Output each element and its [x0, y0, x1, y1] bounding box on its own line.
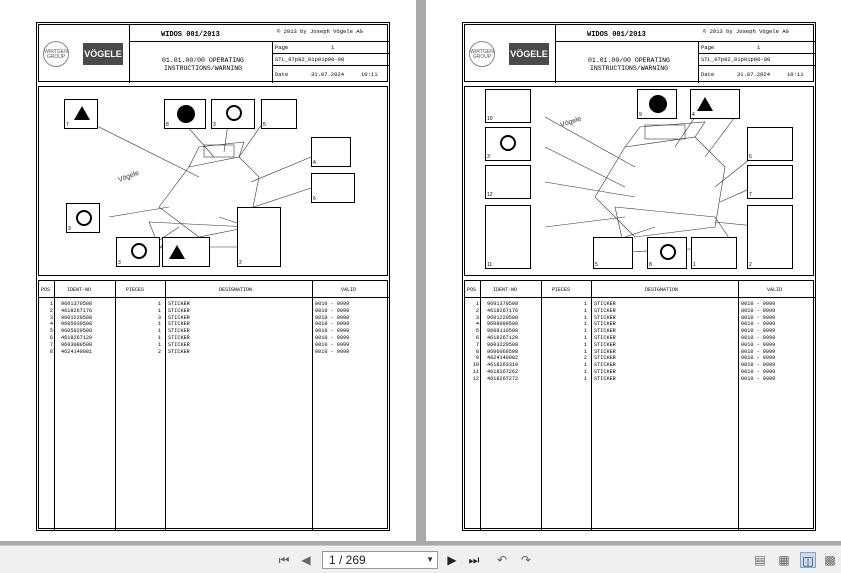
col-pieces: PIECES: [552, 287, 571, 293]
doc-title: WIDOS 001/2013: [161, 31, 220, 39]
col-designation: DESIGNATION: [219, 287, 253, 293]
parts-table: [38, 280, 388, 529]
cell-designation: STICKER: [594, 362, 616, 369]
wirtgen-logo: WIRTGEN GROUP: [43, 41, 69, 67]
sticker-callout-7: 7: [747, 165, 793, 199]
cell-designation: STICKER: [168, 348, 190, 355]
sticker-callout-4: 4: [690, 89, 740, 119]
cell-designation: STICKER: [168, 307, 190, 314]
cell-valid: 0010 - 9999: [315, 328, 350, 335]
sticker-callout-6: 6: [747, 127, 793, 161]
page-label: Page: [701, 44, 715, 51]
col-valid: VALID: [341, 287, 357, 293]
cell-ident: 9601220508: [487, 314, 519, 321]
cell-valid: 0010 - 9999: [741, 362, 776, 369]
cell-ident: 9605020508: [61, 328, 93, 335]
pdf-page-right: [426, 0, 841, 541]
vogele-logo: VÖGELE: [509, 43, 549, 65]
col-ident: IDENT-NO: [67, 287, 92, 293]
cell-designation: STICKER: [594, 369, 616, 375]
parts-table: [464, 280, 814, 529]
single-page-view-icon[interactable]: ▤: [754, 553, 766, 567]
cell-valid: 0010 - 9999: [741, 355, 776, 362]
copyright: © 2013 by Joseph Vögele AG: [703, 28, 789, 35]
sticker-callout-3: 3: [485, 127, 531, 161]
cell-ident: 4618267120: [487, 335, 519, 341]
cell-designation: STICKER: [168, 314, 190, 321]
doc-code: STL_07p82_01p01p00-00: [701, 56, 771, 63]
cell-pieces: 1: [157, 301, 161, 307]
col-designation: DESIGNATION: [645, 287, 679, 293]
section-title: 01.01.00/00 OPERATING INSTRUCTIONS/WARNING: [162, 57, 244, 72]
cell-ident: 9601370508: [487, 301, 519, 307]
cell-designation: STICKER: [594, 348, 616, 355]
cell-valid: 0010 - 9999: [741, 375, 776, 382]
cell-pos: 8: [49, 348, 53, 355]
exploded-drawing: [38, 86, 388, 276]
cell-pos: 12: [472, 375, 479, 382]
sticker-callout-10: 10: [485, 89, 531, 123]
svg-text:Vögele: Vögele: [559, 115, 583, 129]
cell-designation: STICKER: [594, 301, 616, 307]
time-value: 10:11: [361, 71, 378, 78]
cell-pos: 7: [49, 341, 53, 348]
cell-pieces: 1: [583, 301, 587, 307]
cell-designation: STICKER: [594, 307, 616, 314]
cell-pieces: 2: [157, 348, 161, 355]
cell-pieces: 1: [157, 328, 161, 335]
cell-designation: STICKER: [594, 355, 616, 362]
cell-pieces: 1: [583, 341, 587, 348]
sticker-callout-1: 1: [691, 237, 737, 269]
continuous-view-icon[interactable]: ▦: [778, 553, 790, 567]
date-value: 31.07.2024: [311, 71, 345, 78]
cell-pieces: 2: [583, 355, 587, 362]
cell-pieces: 1: [157, 307, 161, 314]
cell-pos: 6: [475, 335, 479, 341]
cell-valid: 0010 - 9999: [315, 321, 350, 328]
next-page-icon[interactable]: ▶: [447, 553, 457, 567]
cell-pos: 8: [475, 348, 479, 355]
sticker-callout-11: 11: [485, 205, 531, 269]
page-number: 1: [757, 44, 761, 51]
col-pos: POS: [467, 287, 477, 293]
cell-ident: 9601370508: [61, 301, 93, 307]
cell-ident: 9608110508: [487, 328, 519, 335]
cell-pos: 1: [49, 301, 53, 307]
cell-valid: 0010 - 9999: [315, 335, 350, 341]
cell-valid: 0010 - 9999: [315, 314, 350, 321]
cell-ident: 4618267272: [487, 375, 519, 382]
cell-valid: 0010 - 9999: [741, 369, 776, 375]
page-number: 1: [331, 44, 335, 51]
cell-valid: 0010 - 9999: [741, 307, 776, 314]
sticker-callout-4: 4: [311, 137, 351, 167]
cell-pieces: 1: [583, 321, 587, 328]
cell-valid: 0010 - 9999: [741, 321, 776, 328]
sticker-callout-9: 9: [637, 89, 677, 119]
sticker-callout-3c: 3: [116, 237, 160, 267]
cell-ident: 4618267120: [61, 335, 93, 341]
cell-designation: STICKER: [168, 335, 190, 341]
two-page-view-icon[interactable]: ◫: [800, 552, 816, 568]
section-title: 01.01.00/00 OPERATING INSTRUCTIONS/WARNING: [588, 57, 670, 72]
cell-pos: 4: [49, 321, 53, 328]
page-header: [464, 24, 814, 82]
col-valid: VALID: [767, 287, 783, 293]
doc-title: WIDOS 001/2013: [587, 31, 646, 39]
sticker-callout-3b: 3: [66, 203, 100, 233]
cell-designation: STICKER: [594, 328, 616, 335]
vogele-logo: VÖGELE: [83, 43, 123, 65]
cell-pieces: 3: [157, 314, 161, 321]
pdf-page-left: [0, 0, 416, 541]
cell-ident: 9605030508: [61, 321, 93, 328]
two-page-continuous-icon[interactable]: ▩: [824, 553, 836, 567]
col-pieces: PIECES: [126, 287, 145, 293]
sticker-callout-6: 6: [311, 173, 355, 203]
cell-valid: 0010 - 9999: [741, 335, 776, 341]
cell-ident: 4618267176: [487, 307, 519, 314]
cell-pieces: 1: [583, 348, 587, 355]
cell-valid: 0010 - 9999: [741, 328, 776, 335]
sticker-callout-12: 12: [485, 165, 531, 199]
cell-pieces: 1: [157, 341, 161, 348]
cell-designation: STICKER: [168, 301, 190, 307]
cell-ident: 4618263310: [487, 362, 519, 369]
cell-valid: 0010 - 9999: [741, 301, 776, 307]
cell-pieces: 1: [583, 369, 587, 375]
cell-designation: STICKER: [594, 321, 616, 328]
cell-designation: STICKER: [168, 321, 190, 328]
cell-valid: 0010 - 9999: [315, 307, 350, 314]
cell-designation: STICKER: [594, 314, 616, 321]
sticker-callout-2: 2: [747, 205, 793, 269]
cell-pieces: 1: [583, 375, 587, 382]
sticker-callout-2: 2: [237, 207, 281, 267]
cell-pieces: 1: [583, 314, 587, 321]
page-header: [38, 24, 388, 82]
cell-pos: 5: [475, 328, 479, 335]
cell-pieces: 1: [583, 328, 587, 335]
date-label: Date: [701, 71, 715, 78]
cell-pos: 2: [475, 307, 479, 314]
cell-pos: 3: [475, 314, 479, 321]
cell-valid: 0010 - 9999: [741, 341, 776, 348]
go-back-icon[interactable]: ↶: [496, 553, 508, 567]
sticker-callout-8: 8: [164, 99, 206, 129]
sticker-callout-7: 7: [64, 99, 98, 129]
wirtgen-logo: WIRTGEN GROUP: [469, 41, 495, 67]
sticker-callout-8: 8: [647, 237, 687, 269]
cell-ident: 9608090508: [487, 321, 519, 328]
date-value: 31.07.2024: [737, 71, 771, 78]
cell-pieces: 1: [583, 335, 587, 341]
chevron-down-icon[interactable]: ▼: [426, 555, 434, 564]
cell-pieces: 1: [157, 321, 161, 328]
cell-pos: 4: [475, 321, 479, 328]
cell-ident: 4618267262: [487, 369, 519, 375]
cell-pos: 11: [472, 369, 479, 375]
exploded-drawing: [464, 86, 814, 276]
cell-designation: STICKER: [168, 341, 190, 348]
prev-page-icon[interactable]: ◀: [301, 553, 311, 567]
cell-pos: 3: [49, 314, 53, 321]
time-value: 10:11: [787, 71, 804, 78]
cell-ident: 9603220508: [487, 341, 519, 348]
cell-pieces: 1: [583, 362, 587, 369]
page-label: Page: [275, 44, 289, 51]
sticker-callout-warning: [162, 237, 210, 267]
cell-valid: 0010 - 9999: [315, 341, 350, 348]
sticker-callout-5: 5: [593, 237, 633, 269]
cell-ident: 9603080508: [61, 341, 93, 348]
cell-ident: 9606060508: [487, 348, 519, 355]
sticker-callout-3a: 3: [211, 99, 255, 129]
sticker-callout-5: 5: [261, 99, 297, 129]
cell-pos: 6: [49, 335, 53, 341]
cell-ident: 4624140081: [61, 348, 93, 355]
cell-pos: 9: [475, 355, 479, 362]
date-label: Date: [275, 71, 289, 78]
cell-pos: 7: [475, 341, 479, 348]
go-forward-icon[interactable]: ↷: [520, 553, 532, 567]
cell-pos: 5: [49, 328, 53, 335]
svg-text:Vögele: Vögele: [117, 169, 141, 184]
col-ident: IDENT-NO: [493, 287, 518, 293]
cell-pos: 2: [49, 307, 53, 314]
cell-designation: STICKER: [168, 328, 190, 335]
cell-designation: STICKER: [594, 335, 616, 341]
page-display: 1 / 269: [329, 553, 366, 567]
first-page-icon[interactable]: ⏮: [278, 553, 290, 567]
cell-designation: STICKER: [594, 341, 616, 348]
col-pos: POS: [41, 287, 51, 293]
doc-code: STL_07p82_01p01p00-00: [275, 56, 345, 63]
page-selector[interactable]: [322, 551, 438, 569]
cell-pieces: 1: [583, 307, 587, 314]
cell-ident: 4624140082: [487, 355, 519, 362]
cell-valid: 0010 - 9999: [741, 348, 776, 355]
cell-valid: 0010 - 9999: [315, 301, 350, 307]
viewer-toolbar: [0, 545, 841, 573]
cell-designation: STICKER: [594, 375, 616, 382]
cell-pieces: 1: [157, 335, 161, 341]
cell-ident: 9601220508: [61, 314, 93, 321]
copyright: © 2013 by Joseph Vögele AG: [277, 28, 363, 35]
cell-valid: 0010 - 9999: [315, 348, 350, 355]
cell-valid: 0010 - 9999: [741, 314, 776, 321]
cell-pos: 1: [475, 301, 479, 307]
last-page-icon[interactable]: ⏭: [468, 553, 480, 567]
cell-pos: 10: [472, 362, 479, 369]
cell-ident: 4618267176: [61, 307, 93, 314]
